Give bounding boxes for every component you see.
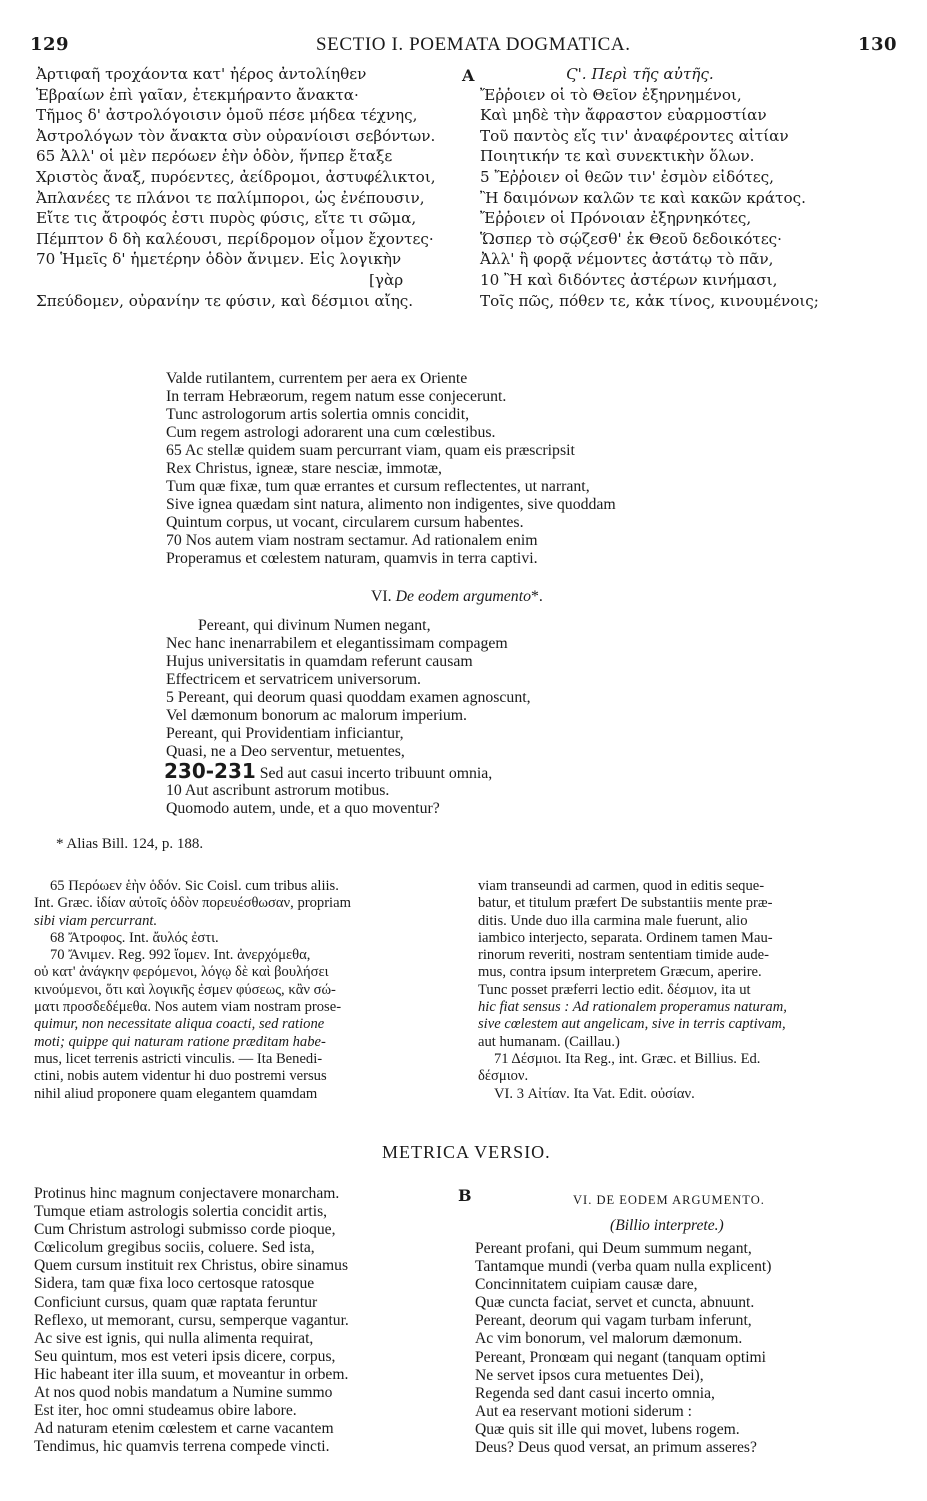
latin-line: Effectricem et servatricem universorum.	[166, 671, 421, 688]
latin-line: Quomodo autem, unde, et a quo moventur?	[166, 800, 440, 817]
column-marker-b: B	[458, 1186, 472, 1205]
greek-line: Τοῦ παντὸς εἴς τιν' ἀναφέροντες αἰτίαν	[480, 126, 789, 145]
section-vi-number: VI.	[371, 588, 392, 605]
note-line: mus, contra ipsum interpretem Græcum, aperire.	[478, 964, 762, 981]
greek-text-left	[36, 64, 436, 311]
greek-line: Ἔῤῥοιεν οἱ τὸ Θεῖον ἐξηρνημένοι,	[480, 85, 742, 104]
verse-line: Sidera, tam quæ fixa loco certosque ratosque	[34, 1275, 315, 1293]
latin-line: Sive ignea quædam sint natura, alimento non indigentes, sive quoddam	[166, 496, 616, 513]
latin-line: Valde rutilantem, currentem per aera ex Oriente	[166, 370, 468, 387]
verse-line: Pereant, Pronœam qui negant (tanquam optimi	[475, 1348, 767, 1366]
critical-notes-right	[478, 878, 787, 1103]
verse-line: Cum Christum astrologi submisso corde pioque,	[34, 1221, 336, 1239]
greek-poem-heading: Ϛ'. Περὶ τῆς αὐτῆς.	[566, 65, 714, 83]
running-title: SECTIO I. POEMATA DOGMATICA.	[316, 34, 631, 55]
note-line: aut humanam. (Caillau.)	[478, 1033, 620, 1050]
latin-line: Vel dæmonum bonorum ac malorum imperium.	[166, 707, 467, 724]
section-vi-heading	[371, 588, 543, 606]
latin-line: 70 Nos autem viam nostram sectamur. Ad rationalem enim	[166, 532, 538, 549]
note-line: Tunc posset præferri lectio edit. δέσμιον, ita ut	[478, 981, 751, 998]
latin-line: Pereant, qui Providentiam inficiantur,	[166, 725, 404, 742]
greek-line: Ἀπλανέες τε πλάνοι τε παλίμποροι, ὡς ἐνέπουσιν,	[36, 188, 425, 207]
latin-line: 65 Ac stellæ quidem suam percurrant viam, quam eis præscripsit	[166, 442, 575, 459]
metrica-right-subheading: (Billio interprete.)	[610, 1217, 724, 1234]
latin-line: Sed aut casui incerto tribuunt omnia,	[259, 765, 493, 782]
greek-line: Χριστὸς ἄναξ, πυρόεντες, ἀείδρομοι, ἀστυφέλικτοι,	[36, 167, 436, 186]
verse-line: At nos quod nobis mandatum a Numine summo	[34, 1384, 333, 1402]
greek-line: Τῆμος δ' ἀστρολόγοισιν ὁμοῦ πέσε μήδεα τέχνης,	[36, 106, 418, 125]
latin-line: Quasi, ne a Deo serventur, metuentes,	[166, 743, 405, 760]
note-line: 68 Ἄτροφος. Int. ἄυλός ἐστι.	[50, 929, 219, 946]
note-line: 70 Ἄνιμεν. Reg. 992 ἴομεν. Int. ἀνερχόμεθα,	[50, 947, 311, 964]
greek-line: Πέμπτον δ δὴ καλέουσι, περίδρομον οἶμον ἔχοντες·	[36, 229, 434, 248]
verse-line: Conficiunt cursus, quam quæ raptata feruntur	[34, 1293, 318, 1311]
latin-line: Nec hanc inenarrabilem et elegantissimam compagem	[166, 635, 508, 652]
section-vi-star: *.	[531, 588, 543, 605]
latin-translation-2-end	[166, 782, 440, 818]
note-line: batur, et titulum præfert De substantiis mente præ-	[478, 895, 773, 912]
greek-line: 5 Ἔῤῥοιεν οἱ θεῶν τιν' ἐσμὸν εἰδότες,	[480, 167, 774, 186]
verse-line: Ad naturam etenim cœlestem et carne vacantem	[34, 1420, 334, 1438]
migne-column-reference: 230-231	[164, 759, 256, 783]
greek-line: 70 Ἡμεῖς δ' ἡμετέρην ὁδὸν ἄνιμεν. Εἰς λογικὴν	[36, 250, 402, 269]
latin-line: Tum quæ fixæ, tum quæ errantes et cursum reflectentes, ut narrant,	[166, 478, 590, 495]
greek-line: Ἀστρολόγων τὸν ἄνακτα σὺν οὐρανίοισι σεβόντων.	[36, 126, 436, 145]
verse-line: Aut ea reservant motioni siderum :	[475, 1402, 692, 1420]
latin-translation-2	[166, 617, 531, 761]
note-line: sive cœlestem aut angelicam, sive in terris captivam,	[478, 1016, 786, 1033]
verse-line: Est iter, hoc omni studeamus obire labore.	[34, 1402, 297, 1420]
note-line: nihil aliud proponere quam elegantem quamdam	[34, 1085, 318, 1102]
latin-line: 10 Aut ascribunt astrorum motibus.	[166, 782, 390, 799]
greek-line: Ἑβραίων ἐπὶ γαῖαν, ἐτεκμήραντο ἄνακτα·	[36, 85, 359, 104]
verse-line: Protinus hinc magnum conjectavere monarcham.	[34, 1185, 340, 1202]
greek-line: Τοῖς πῶς, πόθεν τε, κἀκ τίνος, κινουμένοις;	[480, 291, 819, 310]
greek-line: 10 Ἢ καὶ διδόντες ἀστέρων κινήμασι,	[480, 270, 778, 289]
note-line: hic fiat sensus : Ad rationalem properamus naturam,	[478, 999, 787, 1016]
note-line: mus, licet terrenis astricti vinculis. — Ita Benedi-	[34, 1050, 323, 1067]
verse-line: Tantamque mundi (verba quam nulla explicent)	[475, 1258, 772, 1276]
note-line: κινούμενοι, ὅτι καὶ λογικῆς ἐσμεν φύσεως, κἂν σώ-	[34, 981, 336, 998]
latin-line: In terram Hebræorum, regem natum esse conjecerunt.	[166, 388, 507, 405]
note-line: VI. 3 Αἰτίαν. Ita Vat. Edit. οὐσίαν.	[494, 1085, 695, 1102]
verse-line: Tendimus, hic quamvis terrena compede vincti.	[34, 1438, 330, 1456]
verse-line: Seu quintum, mos est veteri ipsis dicere, corpus,	[34, 1347, 336, 1365]
greek-line-continuation: [γὰρ	[369, 270, 404, 289]
latin-line: Tunc astrologorum artis solertia omnis concidit,	[166, 406, 470, 423]
note-line: viam transeundi ad carmen, quod in editis seque-	[478, 878, 765, 894]
verse-line: Reflexo, ut memorant, cursu, semperque vagantur.	[34, 1311, 349, 1329]
greek-line: 65 Ἀλλ' οἱ μὲν περόωεν ἑὴν ὁδὸν, ἥνπερ ἔταξε	[36, 147, 393, 166]
note-line: 65 Περόωεν ἑὴν ὁδόν. Sic Coisl. cum tribus aliis.	[50, 878, 339, 894]
greek-line: Ὥσπερ τὸ σῴζεσθ' ἐκ Θεοῦ δεδοικότες·	[480, 229, 783, 248]
latin-line: 5 Pereant, qui deorum quasi quoddam examen agnoscunt,	[166, 689, 531, 706]
latin-line: Properamus et cœlestem naturam, quamvis in terra captivi.	[166, 550, 538, 567]
verse-line: Deus? Deus quod versat, an primum asseres?	[475, 1439, 757, 1457]
verse-line: Concinnitatem cuipiam causæ dare,	[475, 1276, 698, 1294]
metrica-verse-right	[475, 1240, 771, 1457]
latin-line: Quintum corpus, ut vocant, circularem cursum habentes.	[166, 514, 524, 531]
verse-line: Tumque etiam astrologis solertia concidit artis,	[34, 1203, 328, 1221]
page-number-right: 130	[858, 34, 898, 55]
note-line: ditis. Unde duo illa carmina male fuerunt, alio	[478, 912, 748, 929]
note-line: moti; quippe qui naturam ratione præditam habe-	[34, 1033, 326, 1050]
verse-line: Quæ quis sit ille qui movet, lubens rogem.	[475, 1420, 740, 1438]
note-line: rinorum reveriti, nostram sententiam timide aude-	[478, 947, 769, 964]
greek-line: Καὶ μηδὲ τὴν ἄφραστον εὐαρμοστίαν	[480, 106, 767, 125]
latin-line: Pereant, qui divinum Numen negant,	[198, 617, 431, 634]
section-vi-title: De eodem argumento	[395, 588, 531, 605]
note-line: iambico interjecto, separata. Ordinem tamen Mau-	[478, 929, 773, 946]
verse-line: Pereant, deorum qui vagam turbam inferunt,	[475, 1312, 752, 1330]
verse-line: Quæ cuncta faciat, servet et cuncta, abnuunt.	[475, 1294, 755, 1312]
metrica-right-heading: VI. DE EODEM ARGUMENTO.	[573, 1193, 765, 1207]
note-line: ματι προσδεδέμεθα. Nos autem viam nostram prose-	[34, 999, 342, 1016]
greek-line: Σπεύδομεν, οὐρανίην τε φύσιν, καὶ δέσμιοι αἴης.	[36, 291, 414, 310]
page-number-left: 129	[30, 34, 70, 55]
latin-line: Cum regem astrologi adorarent una cum cœlestibus.	[166, 424, 496, 441]
greek-line: Εἴτε τις ἄτροφός ἐστι πυρὸς φύσις, εἴτε τι σῶμα,	[36, 209, 417, 228]
note-line: quimur, non necessitate aliqua coacti, sed ratione	[34, 1016, 325, 1033]
note-line: Int. Græc. ἰδίαν αὐτοῖς ὁδὸν πορευέσθωσαν, propriam	[34, 895, 351, 912]
note-line: δέσμιον.	[478, 1068, 529, 1085]
greek-line: Ἀλλ' ἢ φορᾷ νέμοντες ἀστάτῳ τὸ πᾶν,	[480, 250, 774, 269]
verse-line: Regenda sed dant casui incerto omnia,	[475, 1384, 715, 1402]
verse-line: Ac sive est ignis, qui nulla alimenta requirat,	[34, 1329, 314, 1347]
greek-line: Ποιητικήν τε καὶ συνεκτικὴν ὅλων.	[480, 147, 755, 166]
verse-line: Quem cursum instituit rex Christus, obire sinamus	[34, 1257, 349, 1275]
greek-line: Ἢ δαιμόνων καλῶν τε καὶ κακῶν κράτος.	[480, 188, 806, 207]
greek-text-right	[480, 64, 819, 311]
verse-line: Hic habeant iter illa suum, et moveantur in orbem.	[34, 1365, 349, 1383]
critical-notes-left	[34, 878, 351, 1103]
latin-translation-1	[166, 370, 616, 568]
latin-line-with-page-ref	[164, 759, 493, 783]
note-line: οὐ κατ' ἀνάγκην φερόμενοι, λόγῳ δὲ καὶ βουλήσει	[34, 964, 329, 981]
greek-line: Ἔῤῥοιεν οἱ Πρόνοιαν ἐξηρνηκότες,	[480, 209, 752, 228]
note-line: ctini, nobis autem videntur hi duo postremi versus	[34, 1068, 327, 1085]
latin-line: Hujus universitatis in quamdam referunt causam	[166, 653, 473, 670]
footnote: * Alias Bill. 124, p. 188.	[56, 836, 204, 852]
note-line: sibi viam percurrant.	[34, 912, 158, 929]
verse-line: Cœlicolum gregibus sociis, coluere. Sed ista,	[34, 1239, 315, 1257]
metrica-versio-title: METRICA VERSIO.	[382, 1142, 551, 1162]
greek-line: Ἀρτιφαῆ τροχάοντα κατ' ἠέρος ἀντολίηθεν	[36, 65, 367, 83]
verse-line: Ac vim bonorum, vel malorum dæmonum.	[475, 1330, 743, 1348]
latin-line: Rex Christus, igneæ, stare nesciæ, immotæ,	[166, 460, 442, 477]
verse-line: Pereant profani, qui Deum summum negant,	[475, 1240, 752, 1257]
metrica-verse-left	[34, 1185, 349, 1456]
column-marker-a: A	[462, 66, 475, 85]
verse-line: Ne servet ipsos cura metuentes Dei),	[475, 1366, 704, 1384]
note-line: 71 Δέσμιοι. Ita Reg., int. Græc. et Billius. Ed.	[494, 1050, 761, 1067]
